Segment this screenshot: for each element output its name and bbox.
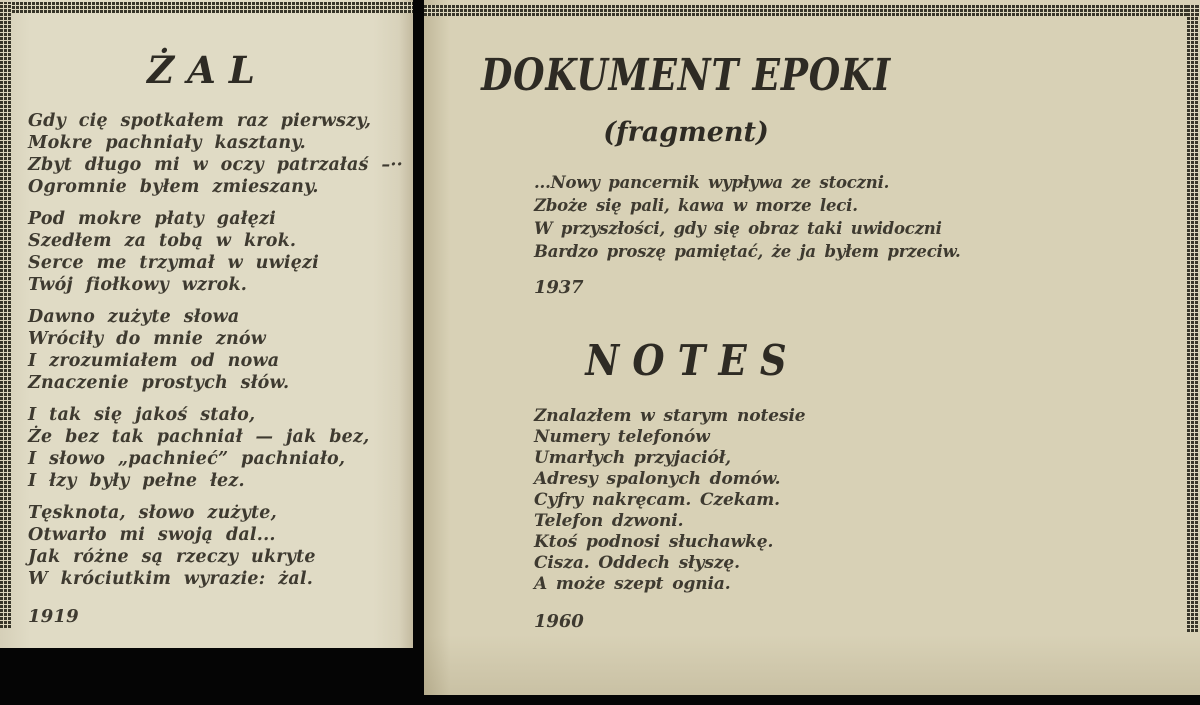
- poem-line: Cisza. Oddech słyszę.: [534, 553, 740, 573]
- poem-line: Ktoś podnosi słuchawkę.: [534, 532, 774, 552]
- poem-line: Serce me trzymał w uwięzi: [28, 253, 320, 273]
- stanza: [28, 502, 403, 590]
- poem-line: Otwarło mi swoją dal...: [28, 525, 276, 545]
- poem-line: Znalazłem w starym notesie: [534, 406, 806, 426]
- stanza: [28, 208, 403, 296]
- checkered-border-top-icon: [0, 2, 413, 13]
- poem-line: I tak się jakoś stało,: [28, 405, 256, 425]
- checkered-border-top-icon: [424, 5, 1200, 16]
- poem-line: Umarłych przyjaciół,: [534, 448, 731, 468]
- poem-line: Gdy cię spotkałem raz pierwszy,: [28, 111, 372, 131]
- poem-line: Bardzo proszę pamiętać, że ja byłem przeciw.: [534, 242, 961, 261]
- poem-line: W przyszłości, gdy się obraz taki uwidoczni: [534, 219, 942, 238]
- poem-line: Mokre pachniały kasztany.: [28, 133, 306, 153]
- stanza: [28, 404, 403, 492]
- poem-line: I słowo „pachnieć” pachniało,: [28, 449, 346, 469]
- poem-year: 1937: [534, 277, 584, 298]
- checkered-border-left-icon: [0, 2, 11, 628]
- poem-line: Tęsknota, słowo zużyte,: [28, 503, 277, 523]
- poem-line: I łzy były pełne łez.: [28, 471, 245, 491]
- poem-body-dokument-epoki: [534, 171, 961, 299]
- poem-year: 1919: [28, 606, 79, 627]
- poem-line: Adresy spalonych domów.: [534, 469, 781, 489]
- poem-line: Jak różne są rzeczy ukryte: [28, 547, 316, 567]
- poem-line: Twój fiołkowy wzrok.: [28, 275, 248, 295]
- poem-line: Pod mokre płaty gałęzi: [28, 209, 277, 229]
- right-page-scan: [424, 0, 1200, 695]
- poem-line: ...Nowy pancernik wypływa ze stoczni.: [534, 173, 890, 192]
- poem-line: I zrozumiałem od nowa: [28, 351, 280, 371]
- poem-line: Numery telefonów: [534, 427, 710, 447]
- poem-line: Dawno zużyte słowa: [28, 307, 240, 327]
- left-page-scan: [0, 0, 413, 648]
- poem-line: Telefon dzwoni.: [534, 511, 684, 531]
- poem-line: Zbyt długo mi w oczy patrzałaś –··: [28, 155, 403, 175]
- poem-line: Cyfry nakręcam. Czekam.: [534, 490, 780, 510]
- poem-line: W króciutkim wyrazie: żal.: [28, 569, 314, 589]
- poem-line: Zboże się pali, kawa w morze leci.: [534, 196, 858, 215]
- stanza: [28, 110, 403, 198]
- poem-body-zal: [28, 110, 403, 628]
- poem-year: 1960: [534, 611, 584, 632]
- poem-line: Że bez tak pachniał — jak bez,: [28, 427, 370, 447]
- poem-line: Wróciły do mnie znów: [28, 329, 267, 349]
- stanza: [28, 306, 403, 394]
- checkered-border-right-icon: [1187, 5, 1198, 632]
- poem-line: Znaczenie prostych słów.: [28, 373, 290, 393]
- poem-line: Ogromnie byłem zmieszany.: [28, 177, 319, 197]
- poem-body-notes: [534, 406, 954, 632]
- poem-title-notes: NOTES: [585, 336, 800, 385]
- poem-subtitle-fragment: (fragment): [603, 117, 769, 148]
- poem-line: Szedłem za tobą w krok.: [28, 231, 297, 251]
- poem-line: A może szept ognia.: [534, 574, 731, 594]
- poem-title-zal: ŻAL: [147, 48, 268, 92]
- poem-title-dokument-epoki: DOKUMENT EPOKI: [481, 50, 891, 101]
